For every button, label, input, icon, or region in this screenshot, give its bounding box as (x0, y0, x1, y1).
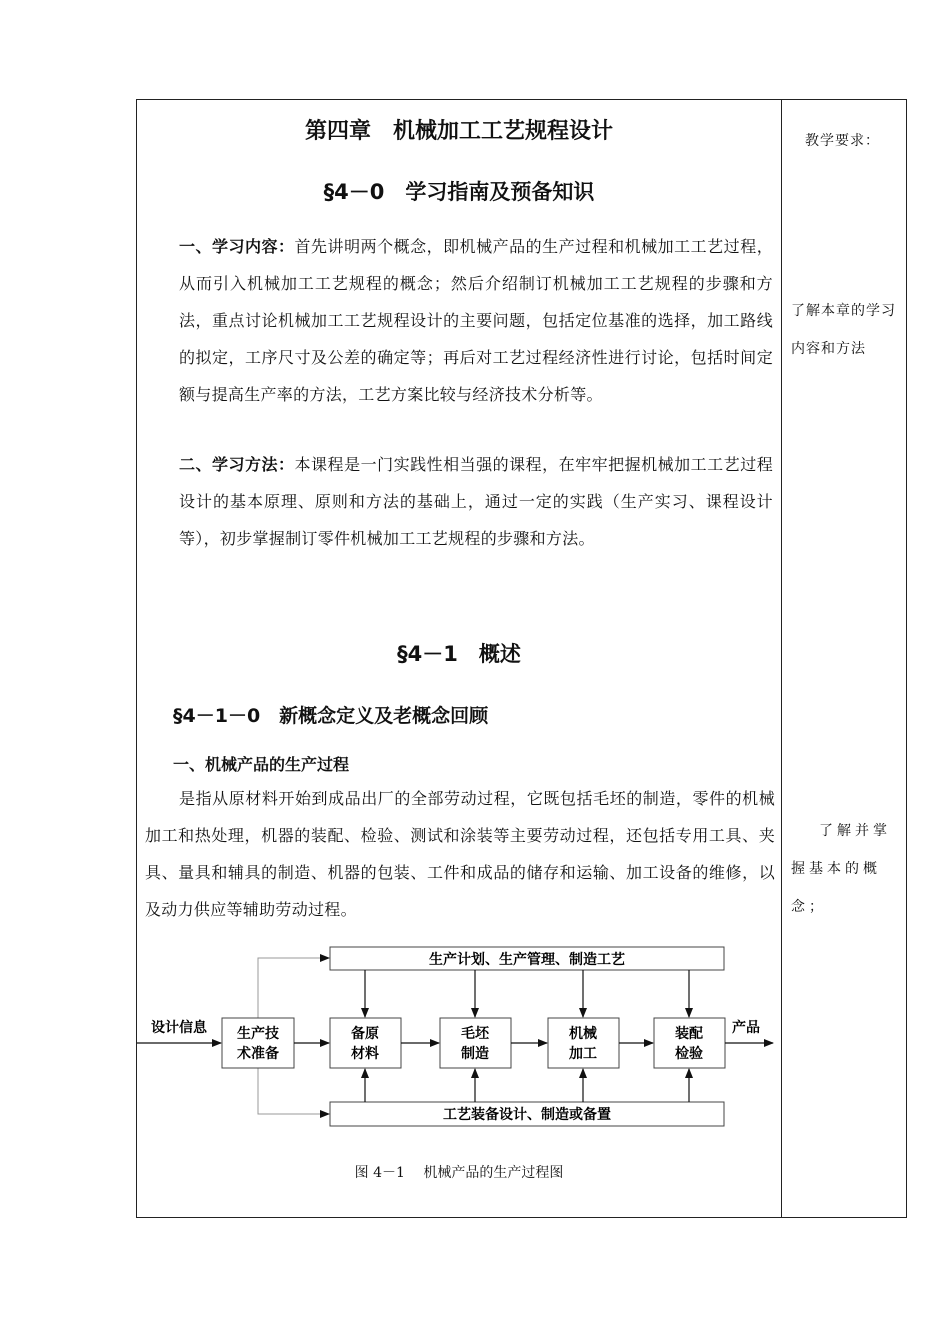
box-machining-line2: 加工 (569, 1046, 597, 1062)
box-blank-line2: 制造 (461, 1046, 489, 1062)
figure-caption: 图 4－1 机械产品的生产过程图 (354, 1165, 564, 1181)
column-divider (781, 100, 782, 1217)
learning-method-label: 二、学习方法： (179, 455, 295, 474)
production-process-paragraph: 是指从原材料开始到成品出厂的全部劳动过程，它既包括毛坯的制造，零件的机械加工和热处理，机器的装配、检验、测试和涂装等主要劳动过程，还包括专用工具、夹具、量具和辅具的制造、机器的包装、工件和成品的储存和运输、加工设备的维修，以及动力供应等辅助劳动过程。 (145, 789, 775, 919)
production-process-diagram (137, 940, 781, 1140)
section-title-4-1: §4－1 概述 (397, 642, 521, 666)
section-title-4-0: §4－0 学习指南及预备知识 (323, 180, 595, 204)
box-assembly-line2: 检验 (675, 1046, 703, 1062)
sidebar-note-learning: 了解本章的学习内容和方法 (791, 303, 896, 357)
box-assembly-line1: 装配 (675, 1026, 703, 1042)
teaching-requirements-label: 教学要求： (805, 133, 880, 149)
learning-content-text: 首先讲明两个概念，即机械产品的生产过程和机械加工工艺过程，从而引入机械加工工艺规程的概念；然后介绍制订机械加工工艺规程的步骤和方法，重点讨论机械加工工艺规程设计的主要问题，包括定位基准的选择，加工路线的拟定，工序尺寸及公差的确定等；再后对工艺过程经济性进行讨论，包括时间定额与提高生产率的方法，工艺方案比较与经济技术分析等。 (179, 237, 773, 404)
heading-production-process: 一、机械产品的生产过程 (173, 755, 350, 774)
input-label: 设计信息 (151, 1020, 207, 1036)
feed-line-bottom (258, 1068, 329, 1114)
box-materials-line2: 材料 (351, 1046, 379, 1062)
box-machining-line1: 机械 (569, 1026, 597, 1042)
chapter-title: 第四章 机械加工工艺规程设计 (304, 119, 613, 144)
learning-content-paragraph (179, 228, 773, 413)
box-preparation-line2: 术准备 (237, 1046, 279, 1062)
learning-method-paragraph (179, 446, 773, 557)
sidebar-column (783, 100, 906, 1217)
subsection-title: §4－1－0 新概念定义及老概念回顾 (173, 705, 489, 727)
feed-line-top (258, 958, 329, 1018)
learning-method-text: 本课程是一门实践性相当强的课程，在牢牢把握机械加工工艺过程设计的基本原理、原则和方法的基础上，通过一定的实践（生产实习、课程设计等），初步掌握制订零件机械加工工艺规程的步骤和方法。 (179, 455, 773, 548)
main-column (137, 100, 781, 1217)
output-label: 产品 (732, 1020, 760, 1036)
document-frame (136, 99, 907, 1218)
learning-content-label: 一、学习内容： (179, 237, 295, 256)
box-preparation-line1: 生产技 (237, 1026, 279, 1042)
bottom-bar-label: 工艺装备设计、制造或备置 (443, 1107, 611, 1123)
top-bar-label: 生产计划、生产管理、制造工艺 (429, 952, 625, 968)
box-blank-line1: 毛坯 (461, 1026, 489, 1042)
sidebar-note-concepts: 了解并掌握基本的概念； (791, 823, 891, 915)
box-materials-line1: 备原 (351, 1026, 379, 1042)
